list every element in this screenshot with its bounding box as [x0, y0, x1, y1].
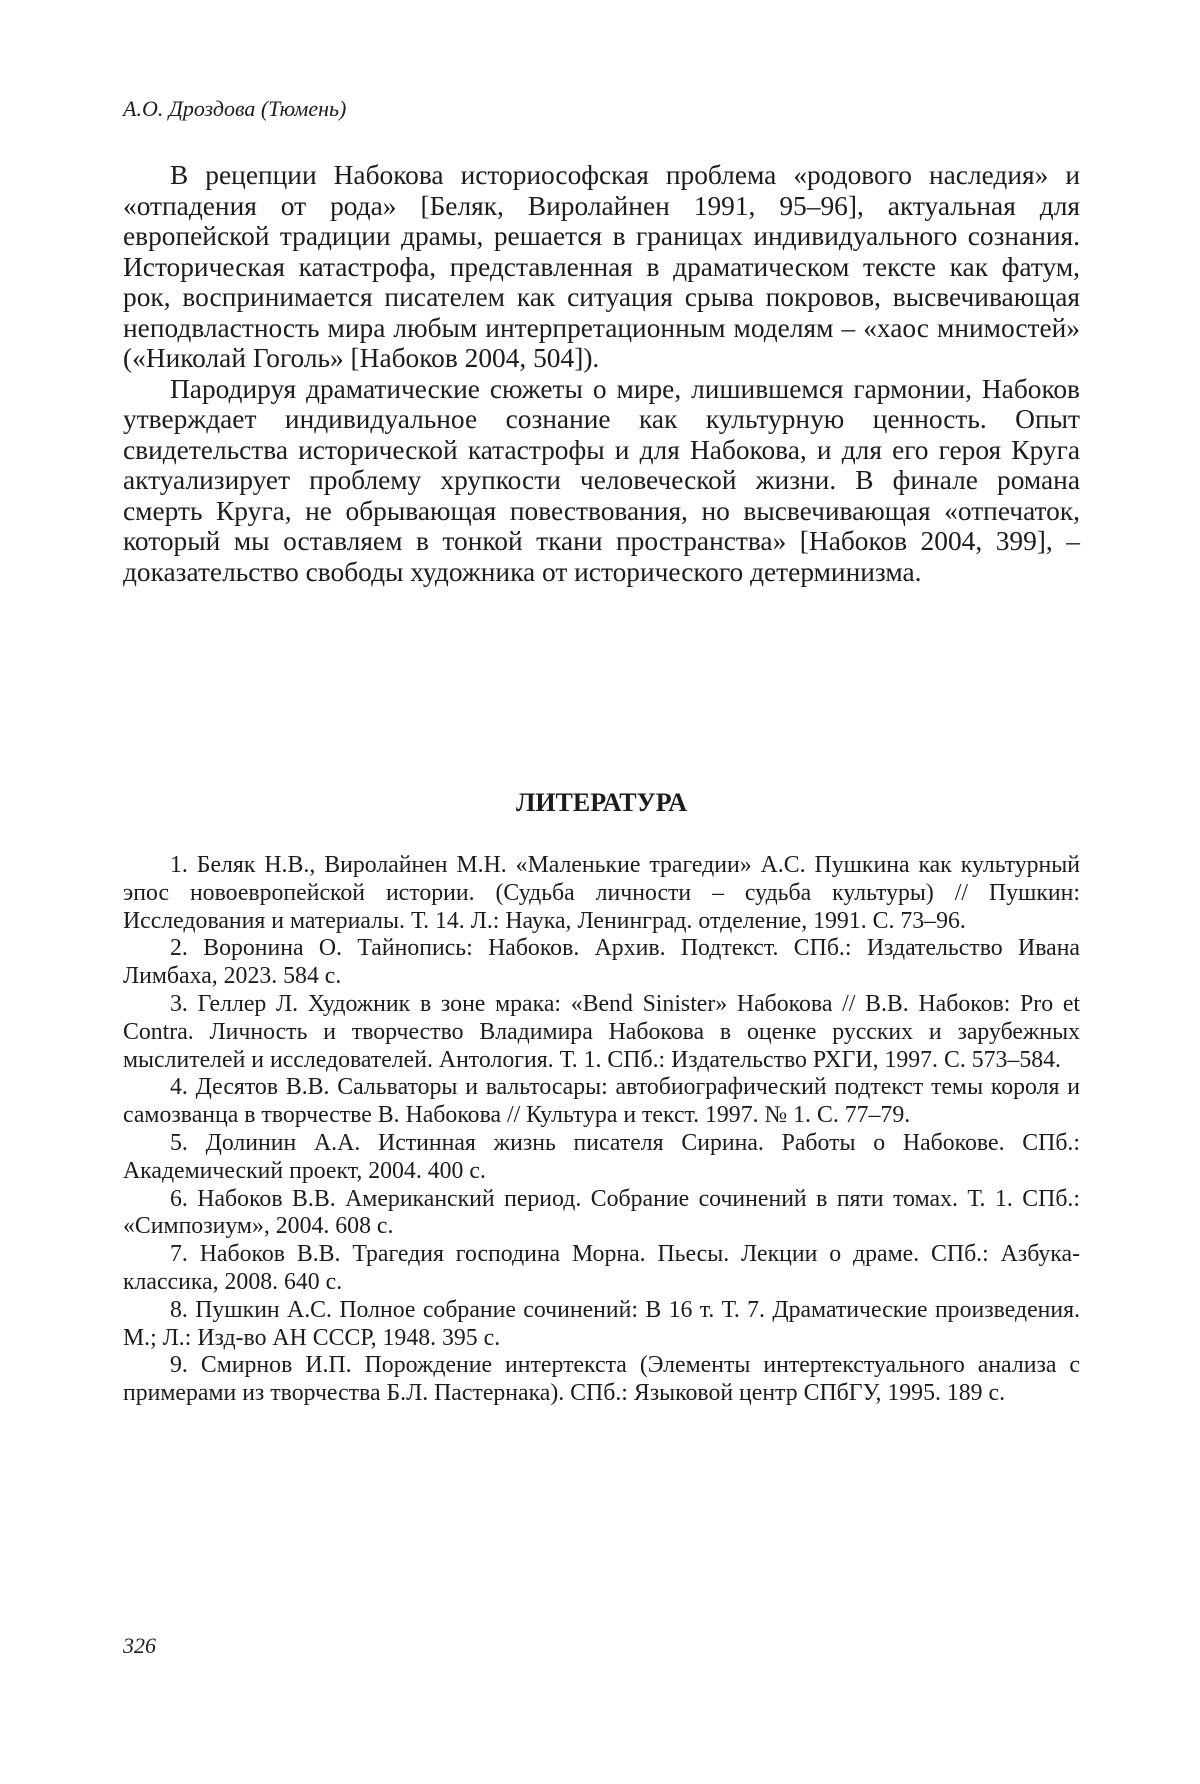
reference-item: 6. Набоков В.В. Американский период. Собрание сочинений в пяти томах. Т. 1. СПб.: «Симпозиум», 2004. 608 с. [123, 1185, 1080, 1240]
body-text [123, 160, 1080, 587]
reference-item: 7. Набоков В.В. Трагедия господина Морна. Пьесы. Лекции о драме. СПб.: Азбука-классика, 2008. 640 с. [123, 1241, 1080, 1295]
references-list [123, 852, 1080, 1408]
reference-item: 9. Смирнов И.П. Порождение интертекста (Элементы интертекстуального анализа с примерами из творчества Б.Л. Пастернака). СПб.: Языковой центр СПбГУ, 1995. 189 с. [123, 1352, 1080, 1407]
document-page [123, 0, 1080, 1784]
body-paragraph: В рецепции Набокова историософская проблема «родового наследия» и «отпадения от рода» [Беляк, Виролайнен 1991, 95–96], актуальная для европейской традиции драмы, решается в границах индивидуального сознания. Историческая катастрофа, представленная в драматическом тексте как фатум, рок, воспринимается писателем как ситуация срыва покровов, высвечивающая неподвластность мира любым интерпретационным моделям – «хаос мнимостей» («Николай Гоголь» [Набоков 2004, 504]). [123, 160, 1080, 373]
body-paragraph: Пародируя драматические сюжеты о мире, лишившемся гармонии, Набоков утверждает индивидуальное сознание как культурную ценность. Опыт свидетельства исторической катастрофы и для Набокова, и для его героя Круга актуализирует проблему хрупкости человеческой жизни. В финале романа смерть Круга, не обрывающая повествования, но высвечивающая «отпечаток, который мы оставляем в тонкой ткани пространства» [Набоков 2004, 399], – доказательство свободы художника от исторического детерминизма. [123, 373, 1080, 587]
reference-item: 8. Пушкин А.С. Полное собрание сочинений: В 16 т. Т. 7. Драматические произведения. М.; Л.: Изд-во АН СССР, 1948. 395 с. [123, 1296, 1080, 1351]
reference-item: 1. Беляк Н.В., Виролайнен М.Н. «Маленькие трагедии» А.С. Пушкина как культурный эпос новоевропейской истории. (Судьба личности – судьба культуры) // Пушкин: Исследования и материалы. Т. 14. Л.: Наука, Ленинград. отделение, 1991. С. 73–96. [123, 852, 1080, 934]
reference-item: 4. Десятов В.В. Сальваторы и вальтосары: автобиографический подтекст темы короля и самозванца в творчестве В. Набокова // Культура и текст. 1997. № 1. С. 77–79. [123, 1074, 1080, 1129]
reference-item: 2. Воронина О. Тайнопись: Набоков. Архив. Подтекст. СПб.: Издательство Ивана Лимбаха, 2023. 584 с. [123, 935, 1080, 990]
reference-item: 5. Долинин А.А. Истинная жизнь писателя Сирина. Работы о Набокове. СПб.: Академический проект, 2004. 400 с. [123, 1129, 1080, 1184]
page-number: 326 [123, 1633, 156, 1658]
running-header: А.О. Дроздова (Тюмень) [123, 96, 347, 121]
references-heading: ЛИТЕРАТУРА [515, 788, 688, 817]
reference-item: 3. Геллер Л. Художник в зоне мрака: «Bend Sinister» Набокова // В.В. Набоков: Pro et Contra. Личность и творчество Владимира Набокова в оценке русских и зарубежных мыслителей и исследователей. Антология. Т. 1. СПб.: Издательство РХГИ, 1997. С. 573–584. [123, 990, 1080, 1073]
